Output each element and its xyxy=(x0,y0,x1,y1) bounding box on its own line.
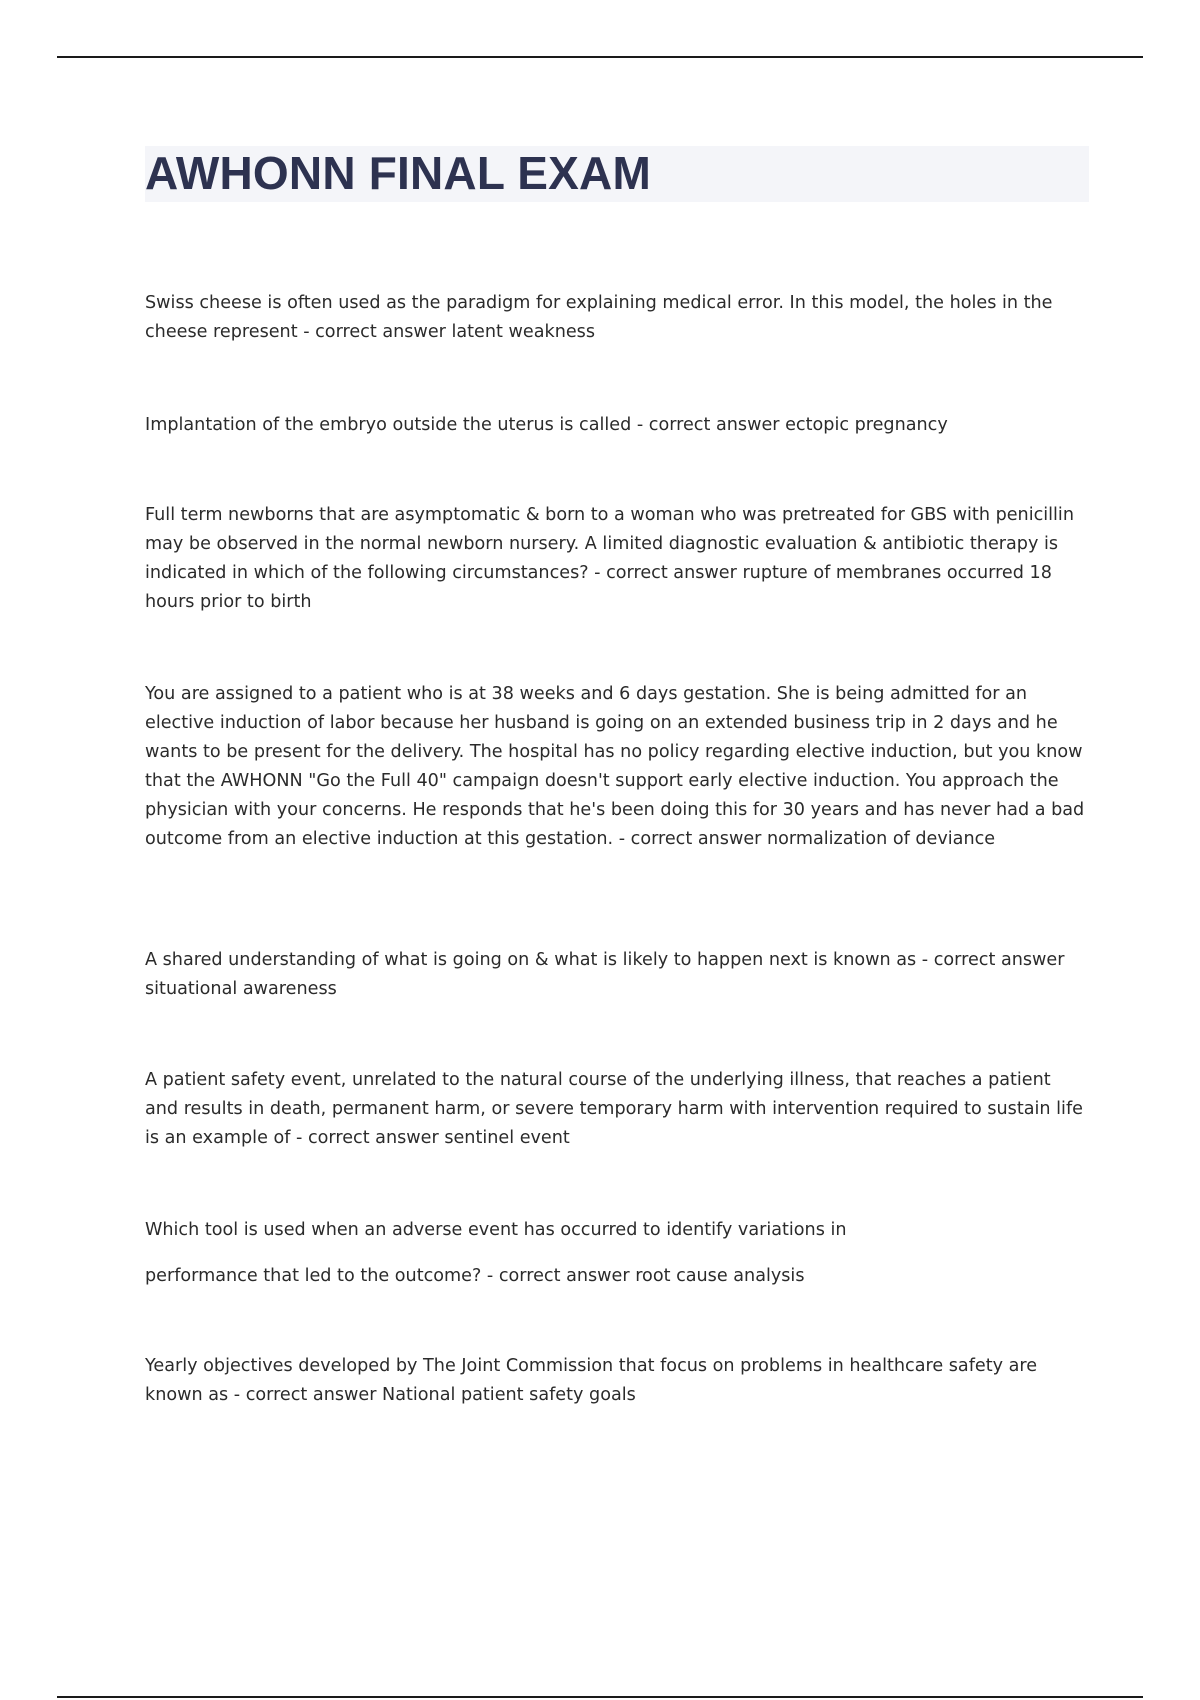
question-answer-7-line-2: performance that led to the outcome? - correct answer root cause analysis xyxy=(145,1266,805,1286)
bottom-rule xyxy=(57,1696,1143,1698)
question-answer-3: Full term newborns that are asymptomatic & born to a woman who was pretreated for GBS with penicillin may be observed in the normal newborn nursery. A limited diagnostic evaluation & antibiotic therapy is indicated in which of the following circumstances? - correct answer rupture of membranes occurred 18 hours prior to birth xyxy=(145,505,1074,612)
question-answer-2: Implantation of the embryo outside the uterus is called - correct answer ectopic pregnancy xyxy=(145,415,948,435)
top-rule xyxy=(57,56,1143,58)
question-answer-7 xyxy=(145,1216,1089,1291)
question-answer-4: You are assigned to a patient who is at 38 weeks and 6 days gestation. She is being admitted for an elective induction of labor because her husband is going on an extended business trip in 2 days and he wants to be present for the delivery. The hospital has no policy regarding elective induction, but you know that the AWHONN "Go the Full 40" campaign doesn't support early elective induction. You approach the physician with your concerns. He responds that he's been doing this for 30 years and has never had a bad outcome from an elective induction at this gestation. - correct answer normalization of deviance xyxy=(145,684,1085,849)
question-answer-6: A patient safety event, unrelated to the natural course of the underlying illness, that reaches a patient and results in death, permanent harm, or severe temporary harm with intervention required to sustain life is an example of - correct answer sentinel event xyxy=(145,1070,1083,1148)
page-title: AWHONN FINAL EXAM xyxy=(145,147,651,199)
question-answer-7-line-1: Which tool is used when an adverse event has occurred to identify variations in xyxy=(145,1220,847,1240)
question-answer-1: Swiss cheese is often used as the paradigm for explaining medical error. In this model, the holes in the cheese represent - correct answer latent weakness xyxy=(145,293,1053,342)
question-answer-8: Yearly objectives developed by The Joint Commission that focus on problems in healthcare safety are known as - correct answer National patient safety goals xyxy=(145,1356,1038,1405)
question-answer-5: A shared understanding of what is going on & what is likely to happen next is known as - correct answer situational awareness xyxy=(145,950,1065,999)
